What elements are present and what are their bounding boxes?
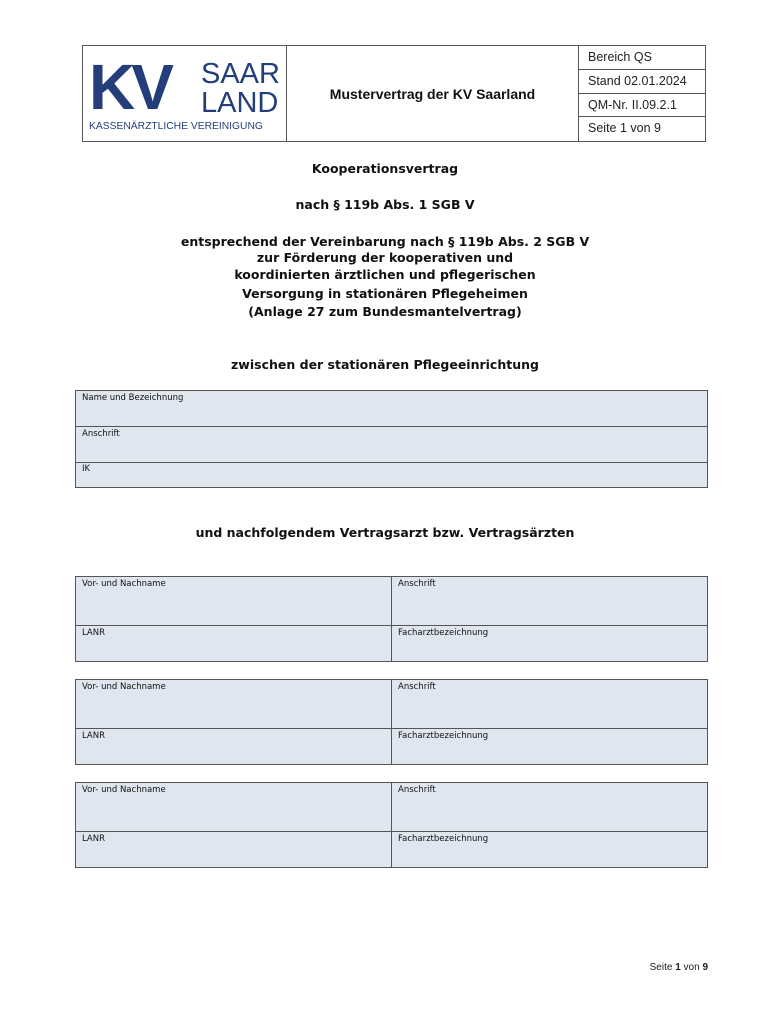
doctor-form-1 [75,576,708,662]
meta-bereich: Bereich QS [579,46,705,70]
logo-land: LAND [201,87,279,119]
page-footer [650,962,708,973]
title-cell [287,46,579,141]
facility-address-field[interactable] [76,437,707,461]
document-header [82,45,706,142]
divider [76,462,707,463]
footer-mid: von [680,962,703,973]
logo-subtitle: KASSENÄRZTLICHE VEREINIGUNG [89,121,263,132]
description-line-1: entsprechend der Vereinbarung nach § 119b Abs. 2 SGB V [180,234,590,249]
doctor-2-specialty-label: Facharztbezeichnung [398,731,489,741]
facility-ik-label: IK [82,464,91,474]
doctor-1-name-label: Vor- und Nachname [82,579,166,589]
doctor-3-lanr-label: LANR [82,834,106,844]
meta-cell [579,46,705,141]
doctor-2-lanr-label: LANR [82,731,106,741]
facility-name-label: Name und Bezeichnung [82,393,184,403]
facility-address-label: Anschrift [82,429,120,439]
doctor-2-name-label: Vor- und Nachname [82,682,166,692]
doctor-form-3 [75,782,708,868]
kv-saarland-logo [89,56,281,132]
doctors-heading: und nachfolgendem Vertragsarzt bzw. Vertragsärzten [195,525,575,540]
meta-seite: Seite 1 von 9 [588,121,661,136]
contract-subheading: nach § 119b Abs. 1 SGB V [295,197,475,212]
doctor-1-address-label: Anschrift [398,579,436,589]
facility-name-field[interactable] [76,401,707,425]
doctor-1-specialty-label: Facharztbezeichnung [398,628,489,638]
divider [391,783,392,867]
footer-page: 1 [675,962,681,973]
footer-prefix: Seite [649,962,676,973]
meta-qm-nr: QM-Nr. II.09.2.1 [579,94,705,118]
meta-stand: Stand 02.01.2024 [579,70,705,94]
doctor-2-address-label: Anschrift [398,682,436,692]
logo-cell [83,46,287,141]
divider [391,680,392,764]
doctor-1-lanr-label: LANR [82,628,106,638]
description-line-5: (Anlage 27 zum Bundesmantelvertrag) [248,304,522,319]
doctor-3-address-label: Anschrift [398,785,436,795]
contract-heading: Kooperationsvertrag [311,161,459,176]
document-title: Mustervertrag der KV Saarland [329,85,536,102]
doctor-3-specialty-label: Facharztbezeichnung [398,834,489,844]
logo-kv: KV [89,56,170,123]
doctor-form-2 [75,679,708,765]
facility-heading: zwischen der stationären Pflegeeinrichtung [231,357,539,372]
description-line-3: koordinierten ärztlichen und pflegerischen [234,267,536,282]
divider [76,426,707,427]
divider [391,577,392,661]
logo-saar: SAAR [201,58,280,90]
doctor-3-name-label: Vor- und Nachname [82,785,166,795]
facility-ik-field[interactable] [76,472,707,487]
footer-total: 9 [702,962,708,973]
description-line-2: zur Förderung der kooperativen und [256,250,514,265]
description-line-4: Versorgung in stationären Pflegeheimen [242,286,528,301]
